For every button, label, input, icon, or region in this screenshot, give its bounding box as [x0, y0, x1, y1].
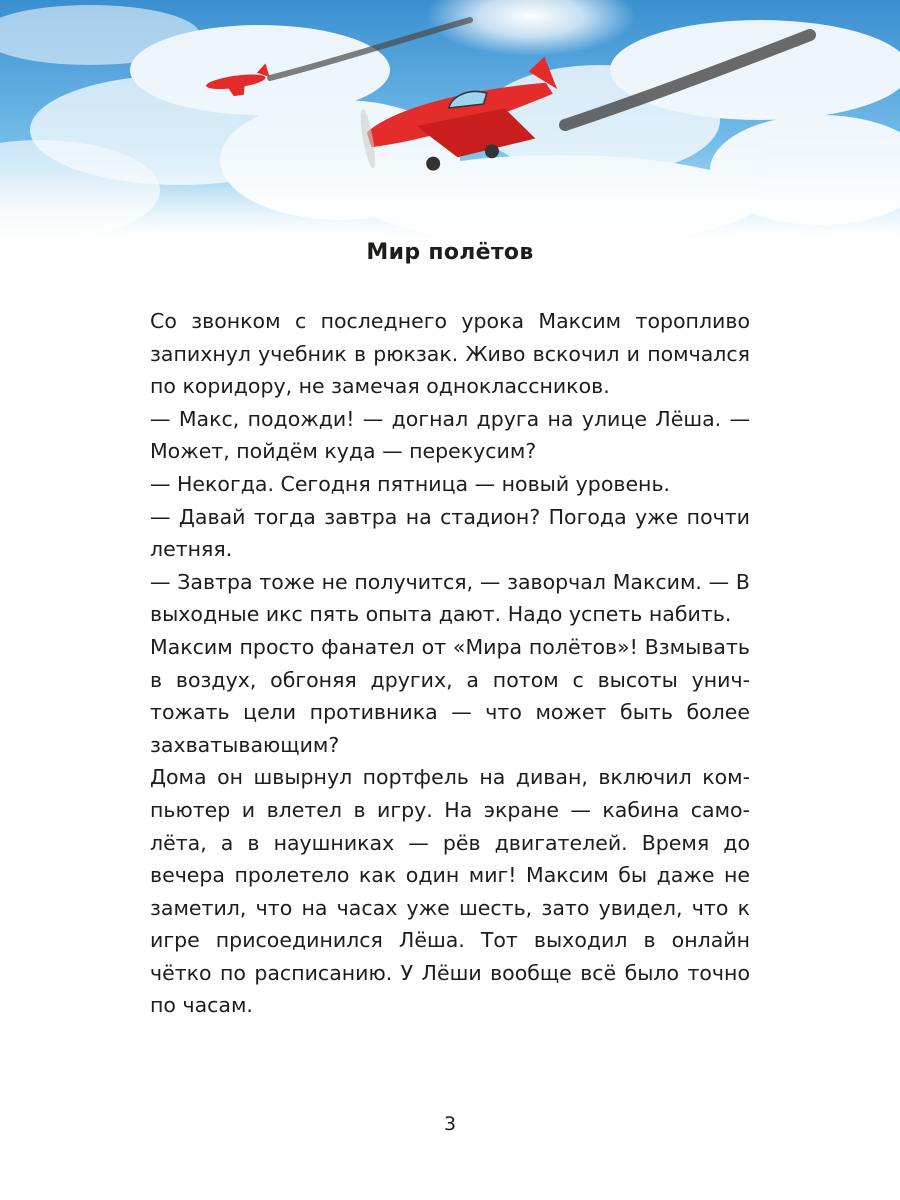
paragraph: Максим просто фанател от «Мира полётов»! Взмывать в воздух, обгоняя других, а потом с высоты уничтожать цели противника — что может быть более захватывающим?	[150, 634, 750, 757]
paragraph: — Некогда. Сегодня пятница — новый уровень.	[150, 471, 671, 496]
paragraph: Со звонком с последнего урока Максим торопливо запихнул учебник в рюкзак. Живо вскочил и помчался по коридору, не замечая одноклассников.	[150, 309, 750, 399]
header-illustration	[0, 0, 900, 240]
page-number: 3	[443, 1113, 457, 1135]
paragraph: — Завтра тоже не получится, — заворчал Максим. — В выходные икс пять опыта дают. Надо успеть набить.	[150, 569, 750, 627]
paragraph: — Давай тогда завтра на стадион? Погода уже почти летняя.	[150, 504, 750, 562]
chapter-title: Мир полётов	[366, 240, 534, 265]
story-text	[150, 305, 750, 1022]
paragraph: Дома он швырнул портфель на диван, включил компьютер и влетел в игру. На экране — кабина самолёта, а в наушниках — рёв двигателей. Время до вечера пролетело как один миг! Максим бы даже не заметил, что на часах уже шесть, зато увидел, что к игре присоединился Лёша. Тот выходил в онлайн чётко по расписанию. У Лёши вообще всё было точно по часам.	[150, 765, 750, 1018]
sky-with-airplanes-icon	[0, 0, 900, 240]
paragraph: — Макс, подожди! — догнал друга на улице Лёша. — Может, пойдём куда — перекусим?	[150, 406, 750, 464]
